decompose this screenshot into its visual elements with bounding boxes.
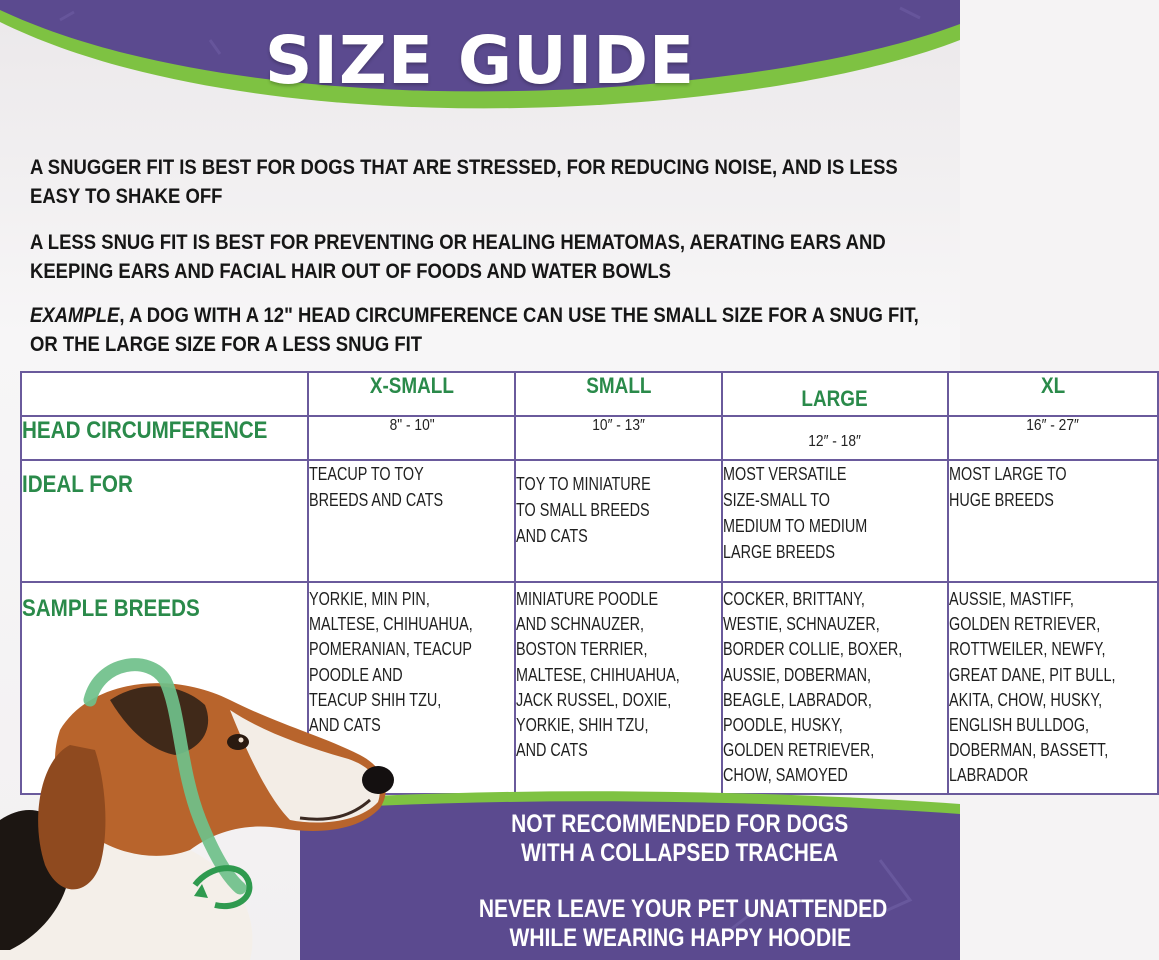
cell-line: POMERANIAN, TEACUP <box>309 639 473 660</box>
intro-paragraph-less-snug <box>30 228 940 286</box>
intro-line: A SNUGGER FIT IS BEST FOR DOGS THAT ARE STRESSED, FOR REDUCING NOISE, AND IS LESS <box>30 155 898 179</box>
table-row-head-circumference <box>21 416 1158 460</box>
intro-line <box>30 301 940 330</box>
table-cell <box>722 582 948 794</box>
intro-line: KEEPING EARS AND FACIAL HAIR OUT OF FOODS AND WATER BOWLS <box>30 259 671 283</box>
cell-line: MEDIUM TO MEDIUM <box>722 516 868 536</box>
cell-line: AND SCHNAUZER, <box>516 614 645 635</box>
cell-lines <box>723 587 902 789</box>
column-header-x-small: X-SMALL <box>308 372 515 416</box>
cell-line: LABRADOR <box>948 765 1029 786</box>
table-cell: 10″ - 13″ <box>515 416 722 460</box>
cell-line: BOSTON TERRIER, <box>516 639 648 660</box>
cell-line: ENGLISH BULLDOG, <box>948 715 1089 736</box>
warning-line: WITH A COLLAPSED TRACHEA <box>521 839 839 867</box>
cell-line: GOLDEN RETRIEVER, <box>948 614 1101 635</box>
cell-line: AND CATS <box>516 740 588 761</box>
table-cell <box>308 460 515 582</box>
table-cell: 12″ - 18″ <box>722 416 948 460</box>
warning-trachea <box>440 810 920 868</box>
example-emphasis: EXAMPLE <box>30 303 120 327</box>
cell-line: LARGE BREEDS <box>722 542 835 562</box>
cell-line: BEAGLE, LABRADOR, <box>722 689 872 710</box>
table-cell <box>948 582 1158 794</box>
table-cell <box>948 460 1158 582</box>
cell-line: AUSSIE, MASTIFF, <box>948 589 1074 609</box>
intro-paragraph-snug <box>30 153 940 211</box>
cell-line: BORDER COLLIE, BOXER, <box>722 639 902 660</box>
warning-line: NOT RECOMMENDED FOR DOGS <box>511 810 849 838</box>
cell-line: MOST VERSATILE <box>722 464 847 484</box>
row-label-ideal-for: IDEAL FOR <box>21 460 308 582</box>
table-cell: 8" - 10" <box>308 416 515 460</box>
cell-line: GOLDEN RETRIEVER, <box>722 740 874 761</box>
cell-line: GREAT DANE, PIT BULL, <box>948 664 1116 685</box>
column-header-xl: XL <box>948 372 1158 416</box>
intro-line: EASY TO SHAKE OFF <box>30 184 223 208</box>
cell-line: MALTESE, CHIHUAHUA, <box>309 614 474 635</box>
cell-lines <box>949 461 1115 513</box>
example-rest: , A DOG WITH A 12" HEAD CIRCUMFERENCE CAN USE THE SMALL SIZE FOR A SNUG FIT, <box>119 303 919 327</box>
row-label-head-circumference: HEAD CIRCUMFERENCE <box>21 416 308 460</box>
cell-lines <box>949 587 1115 789</box>
cell-line: TEACUP SHIH TZU, <box>309 689 442 710</box>
cell-line: DOBERMAN, BASSETT, <box>948 740 1109 761</box>
cell-line: COCKER, BRITTANY, <box>722 589 865 609</box>
cell-line: BREEDS AND CATS <box>309 490 444 510</box>
column-header-small: SMALL <box>515 372 722 416</box>
cell-line: TEACUP TO TOY <box>309 464 425 484</box>
dog-illustration <box>0 650 420 960</box>
cell-line: POODLE, HUSKY, <box>722 715 843 736</box>
cell-line: AND CATS <box>309 715 382 736</box>
intro-paragraph-example <box>30 301 940 359</box>
cell-line: AUSSIE, DOBERMAN, <box>722 664 871 685</box>
cell-line: TO SMALL BREEDS <box>516 500 650 520</box>
warning-line: NEVER LEAVE YOUR PET UNATTENDED <box>478 895 888 923</box>
cell-line: TOY TO MINIATURE <box>516 474 651 494</box>
table-cell <box>515 582 722 794</box>
warning-unattended <box>440 895 920 953</box>
cell-line: AKITA, CHOW, HUSKY, <box>948 689 1102 710</box>
table-corner-cell <box>21 372 308 416</box>
intro-line: A LESS SNUG FIT IS BEST FOR PREVENTING OR HEALING HEMATOMAS, AERATING EARS AND <box>30 230 886 254</box>
cell-line: MALTESE, CHIHUAHUA, <box>516 664 680 685</box>
table-header-row <box>21 372 1158 416</box>
cell-line: YORKIE, SHIH TZU, <box>516 715 649 736</box>
cell-line: SIZE-SMALL TO <box>722 490 830 510</box>
column-header-large: LARGE <box>722 372 948 416</box>
cell-lines <box>516 471 680 549</box>
cell-lines <box>309 461 473 513</box>
cell-line: WESTIE, SCHNAUZER, <box>722 614 880 635</box>
row-label-sample-breeds: SAMPLE BREEDS <box>21 582 308 794</box>
cell-line: YORKIE, MIN PIN, <box>309 589 431 609</box>
cell-line: MINIATURE POODLE <box>516 589 659 609</box>
table-cell: 16″ - 27″ <box>948 416 1158 460</box>
cell-line: MOST LARGE TO <box>948 464 1067 484</box>
cell-line: CHOW, SAMOYED <box>722 765 848 786</box>
cell-line: HUGE BREEDS <box>948 490 1054 510</box>
page-title: SIZE GUIDE <box>264 22 696 99</box>
cell-line: POODLE AND <box>309 664 403 685</box>
cell-lines <box>723 461 902 565</box>
intro-line: OR THE LARGE SIZE FOR A LESS SNUG FIT <box>30 332 423 356</box>
warning-line: WHILE WEARING HAPPY HOODIE <box>509 924 851 952</box>
table-row-ideal-for <box>21 460 1158 582</box>
cell-line: ROTTWEILER, NEWFY, <box>948 639 1106 660</box>
cell-lines <box>516 587 680 763</box>
table-cell <box>722 460 948 582</box>
cell-line: AND CATS <box>516 526 588 546</box>
table-cell <box>515 460 722 582</box>
cell-line: JACK RUSSEL, DOXIE, <box>516 689 672 710</box>
